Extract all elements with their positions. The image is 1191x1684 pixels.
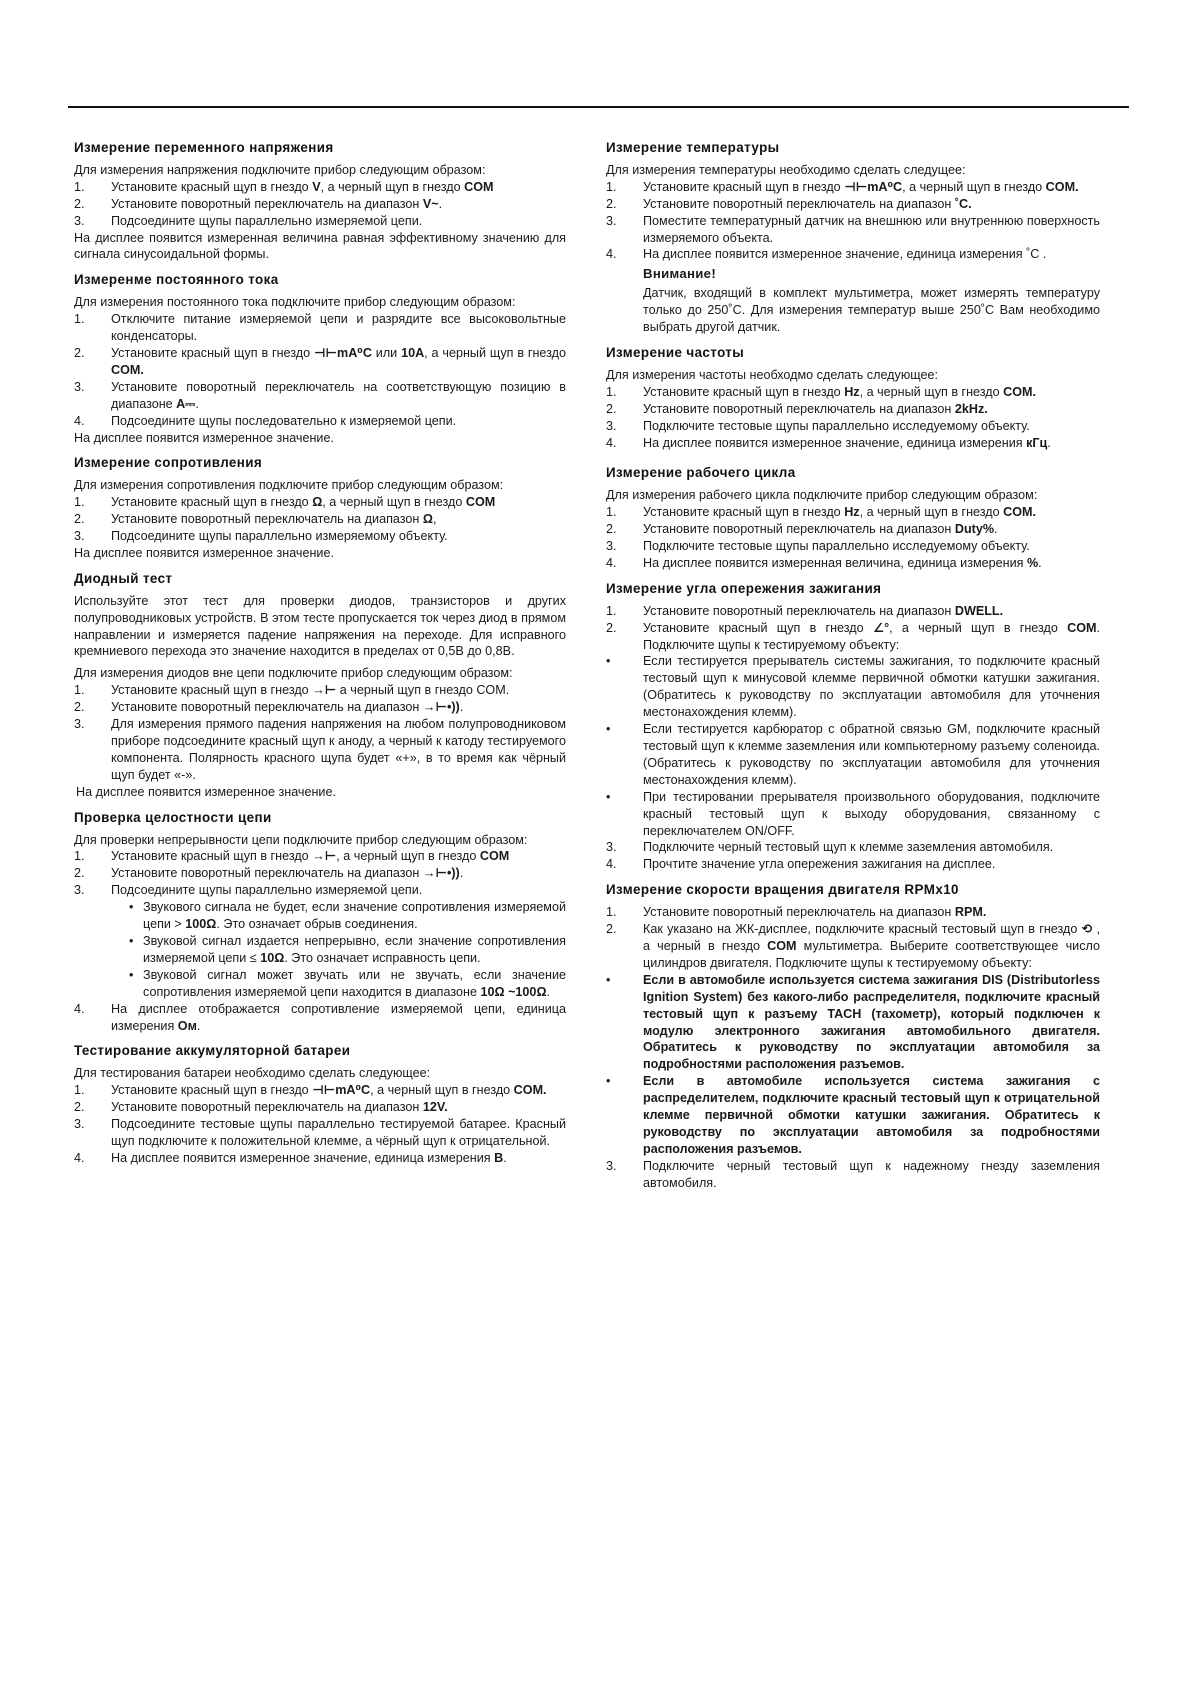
list-item: 4. На дисплее появится измеренное значение, единица измерения ˚C . [606, 247, 1047, 262]
list-item: 2. Установите поворотный переключатель на диапазон Duty%. [606, 522, 998, 537]
list-item: 3. Подсоедините щупы параллельно измеряемому объекту. [74, 529, 448, 544]
dc-amp-icon: A⎓ [176, 396, 196, 411]
section-intro: Для измерения напряжения подключите прибор следующим образом: [74, 162, 486, 177]
section-intro: Для измерения температуры необходимо сделать следущее: [606, 162, 966, 177]
list-item: 3. Подключите черный тестовый щуп к клемме заземления автомобиля. [606, 840, 1054, 855]
left-column [74, 140, 566, 1176]
steps-list [606, 839, 1100, 873]
list-item: 2. Как указано на ЖК-дисплее, подключите красный тестовый щуп в гнездо ⟲ , а черный в гнездо COM мультиметра. Выберите соответствующее число цилиндров двигателя. Подключите щупы к тестируемому объекту: [606, 922, 1100, 970]
section-resistance [74, 455, 566, 561]
section-title: Измерение рабочего цикла [606, 465, 796, 481]
section-title: Измерение угла опережения зажигания [606, 580, 882, 596]
list-item: 2. Установите поворотный переключатель на диапазон →⊢•)). [74, 700, 464, 715]
jack-ma-temp-icon: ⊣⊢mA⁰C [312, 1083, 371, 1098]
section-title: Измерение температуры [606, 140, 780, 155]
bullet-list [111, 899, 566, 1000]
bullet-item: • Если в автомобиле используется система зажигания DIS (Distributorless Ignition System) без какого-либо распределителя, подключите красный тестовый щуп к разъему TACH (тахометр), который подключен к модулю электронного зажигания автомобильного двигателя. Обратитесь к руководству по эксплуатации автомобиля за подробностями расположения разъемов. [606, 972, 1100, 1072]
steps-list [74, 1082, 566, 1167]
list-item: 2. Установите поворотный переключатель на диапазон →⊢•)). [74, 866, 464, 881]
steps-list [74, 311, 566, 429]
section-title: Измеренме постоянного тока [74, 272, 279, 288]
bullet-item: • Звуковой сигнал может звучать или не звучать, если значение сопротивления измеряемой цепи находится в диапазоне 10Ω ~100Ω. [129, 967, 566, 999]
section-battery [74, 1043, 566, 1166]
list-item: 3. Подсоедините щупы параллельно измеряемой цепи. [74, 883, 423, 898]
list-item: 2. Установите красный щуп в гнездо ⊣⊢mA⁰C или 10A, а черный щуп в гнездо COM. [74, 345, 567, 377]
section-continuity [74, 810, 566, 1035]
dwell-angle-icon: ∠° [872, 620, 890, 635]
jack-ma-temp-icon: ⊣⊢mA⁰C [313, 345, 372, 360]
section-outro: На дисплее появится измеренное значение. [74, 430, 334, 445]
list-item: 1. Установите красный щуп в гнездо Ω, а черный щуп в гнездо COM [74, 495, 496, 510]
list-item: 2. Установите поворотный переключатель на диапазон V~. [74, 196, 443, 211]
section-title: Измерение сопротивления [74, 455, 263, 471]
section-diode-test [74, 571, 566, 801]
list-item: 3. Установите поворотный переключатель на соответствующую позицию в диапазоне A⎓. [74, 379, 566, 411]
list-item: 3. Для измерения прямого падения напряжения на любом полупроводниковом приборе подсоедините красный щуп к аноду, а черный к катоду тестируемого компонента. Полярность красного щупа будет «+», в то время как чёрный щуп будет «-». [74, 717, 566, 782]
diode-icon: →⊢ [312, 849, 337, 864]
list-item: 1. Установите красный щуп в гнездо →⊢, а черный щуп в гнездо COM [74, 849, 510, 864]
steps-list [606, 1158, 1100, 1192]
warning-text: Датчик, входящий в комплект мультиметра, может измерять температуру только до 250˚C. Для измерения температур выше 250˚C Вам необходимо выбрать другой датчик. [643, 286, 1100, 335]
section-dc-current [74, 272, 566, 446]
list-item: 2. Установите поворотный переключатель на диапазон 12V. [74, 1100, 448, 1115]
list-item: 1. Установите красный щуп в гнездо Hz, а черный щуп в гнездо COM. [606, 384, 1037, 399]
section-title: Измерение скорости вращения двигателя RPMx10 [606, 882, 959, 898]
section-ac-voltage [74, 140, 566, 263]
list-item: 3. Подключите черный тестовый щуп к надежному гнезду заземления автомобиля. [606, 1158, 1100, 1190]
bullet-icon: • [606, 654, 611, 669]
section-paragraph: Для измерения диодов вне цепи подключите прибор следующим образом: [74, 666, 513, 681]
diode-icon: →⊢ [312, 683, 337, 698]
list-item: 3. Подключите тестовые щупы параллельно исследуемому объекту. [606, 418, 1030, 433]
bullet-icon: • [606, 789, 611, 804]
list-item: 1. Установите красный щуп в гнездо →⊢ а черный щуп в гнездо COM. [74, 683, 510, 698]
section-intro: Для тестирования батареи необходимо сделать следующее: [74, 1066, 431, 1081]
steps-list [74, 682, 566, 783]
list-item: 4. Прочтите значение угла опережения зажигания на дисплее. [606, 857, 996, 872]
steps-list [606, 384, 1100, 452]
list-item: 1. Установите красный щуп в гнездо ⊣⊢mA⁰C, а черный щуп в гнездо COM. [74, 1083, 547, 1098]
section-intro: Для проверки непрерывности цепи подключите прибор следующим образом: [74, 832, 528, 847]
list-item: 2. Установите красный щуп в гнездо ∠°, а черный щуп в гнездо COM. Подключите щупы к тестируемому объекту: [606, 620, 1100, 652]
bullet-icon: • [606, 1074, 611, 1089]
list-item: 2. Установите поворотный переключатель на диапазон Ω, [74, 512, 437, 527]
bullet-icon: • [606, 722, 611, 737]
steps-list [74, 848, 566, 899]
bullet-item: • Звуковой сигнал издается непрерывно, если значение сопротивления измеряемой цепи ≤ 10Ω. Это означает исправность цепи. [129, 933, 566, 965]
list-item: 4. На дисплее появится измеренное значение, единица измерения В. [74, 1150, 507, 1165]
list-item: 3. Подключите тестовые щупы параллельно исследуемому объекту. [606, 539, 1030, 554]
right-column [606, 140, 1100, 1201]
bullet-icon: • [129, 933, 134, 948]
bullet-item: • Если тестируется карбюратор с обратной связью GM, подключите красный тестовый щуп к клемме заземления или компьютерному разъему соленоида. (Обратитесь к руководству по эксплуатации автомобиля для уточнения местонахождения клемм). [606, 722, 1100, 787]
list-item: 2. Установите поворотный переключатель на диапазон 2kHz. [606, 401, 988, 416]
diode-buzzer-icon: →⊢•)) [422, 700, 460, 715]
steps-list [606, 504, 1100, 572]
bullet-icon: • [129, 900, 134, 915]
list-item: 1. Установите красный щуп в гнездо V, а черный щуп в гнездо COM [74, 179, 494, 194]
list-item: 3. Подсоедините щупы параллельно измеряемой цепи. [74, 213, 423, 228]
section-outro: На дисплее появится измеренное значение. [76, 784, 336, 799]
bullet-item: • При тестировании прерывателя произвольного оборудования, подключите красный тестовый щуп к выходу оборудования, связанному с переключателем ON/OFF. [606, 789, 1100, 838]
section-title: Измерение переменного напряжения [74, 140, 334, 155]
warning-note [643, 266, 1100, 336]
rpm-jack-icon: ⟲ [1081, 922, 1093, 937]
section-title: Проверка целостности цепи [74, 809, 272, 825]
list-item: 1. Установите красный щуп в гнездо ⊣⊢mA⁰C, а черный щуп в гнездо COM. [606, 179, 1079, 194]
warning-title: Внимание! [643, 266, 717, 282]
section-title: Измерение частоты [606, 344, 745, 360]
diode-buzzer-icon: →⊢•)) [422, 866, 460, 881]
bullet-item: • Если тестируется прерыватель системы зажигания, то подключите красный тестовый щуп к минусовой клемме первичной обмотки катушки зажигания. (Обратитесь к руководству по эксплуатации автомобиля для уточнения местонахождения клемм). [606, 654, 1100, 720]
section-intro: Для измерения постоянного тока подключите прибор следующим образом: [74, 295, 516, 310]
list-item: 4. На дисплее появится измеренное значение, единица измерения кГц. [606, 435, 1051, 450]
section-intro: Для измерения сопротивления подключите прибор следующим образом: [74, 478, 504, 493]
list-item: 4. На дисплее отображается сопротивление измеряемой цепи, единица измерения Ом. [74, 1001, 566, 1033]
list-item: 1. Установите красный щуп в гнездо Hz, а черный щуп в гнездо COM. [606, 505, 1037, 520]
list-item: 2. Установите поворотный переключатель на диапазон ˚C. [606, 196, 972, 211]
steps-list [74, 494, 566, 545]
list-item: 3. Подсоедините тестовые щупы параллельно тестируемой батарее. Красный щуп подключите к положительной клемме, а чёрный щуп к отрицательной. [74, 1117, 566, 1148]
section-outro: На дисплее появится измеренная величина равная эффективному значению для сигнала синусоидальной формы. [74, 230, 566, 262]
bullet-list [606, 653, 1100, 839]
section-paragraph: Используйте этот тест для проверки диодов, транзисторов и других полупроводниковых устройств. В этом тесте пропускается ток через диод в прямом направлении и измеряется падение напряжения на переходе. Для исправного кремниевого перехода это значение находится в пределах от 0,5В до 0,8В. [74, 593, 566, 659]
section-frequency [606, 345, 1100, 451]
steps-list [74, 1001, 566, 1035]
bullet-item: • Звукового сигнала не будет, если значение сопротивления измеряемой цепи > 100Ω. Это означает обрыв соединения. [129, 900, 566, 932]
list-item: 3. Поместите температурный датчик на внешнюю или внутреннюю поверхность измеряемого объекта. [606, 213, 1100, 245]
bullet-icon: • [606, 972, 611, 987]
list-item: 4. На дисплее появится измеренная величина, единица измерения %. [606, 555, 1042, 570]
list-item: 1. Установите поворотный переключатель на диапазон DWELL. [606, 603, 1004, 618]
section-dwell [606, 581, 1100, 873]
section-temperature [606, 140, 1100, 336]
header-rule [68, 106, 1129, 108]
jack-ma-temp-icon: ⊣⊢mA⁰C [844, 179, 903, 194]
section-outro: На дисплее появится измеренное значение. [74, 545, 334, 560]
steps-list [606, 603, 1100, 654]
list-item: 1. Отключите питание измеряемой цепи и разрядите все высоковольтные конденсаторы. [74, 312, 566, 344]
section-rpm [606, 882, 1100, 1191]
steps-list [606, 179, 1100, 264]
steps-list [74, 179, 566, 230]
bullet-item: • Если в автомобиле используется система зажигания с распределителем, подключите красный тестовый щуп к отрицательной клемме первичной обмотки катушки зажигания. Обратитесь к руководству по эксплуатации автомобиля за подробностями расположения разъемов. [606, 1074, 1100, 1156]
section-title: Диодный тест [74, 570, 173, 586]
section-intro: Для измерения рабочего цикла подключите прибор следующим образом: [606, 488, 1038, 503]
section-duty-cycle [606, 465, 1100, 571]
section-title: Тестирование аккумуляторной батареи [74, 1043, 351, 1059]
section-intro: Для измерения частоты необходмо сделать следующее: [606, 367, 938, 382]
steps-list [606, 904, 1100, 972]
bullet-icon: • [129, 967, 134, 982]
bullet-list [606, 972, 1100, 1158]
list-item: 4. Подсоедините щупы последовательно к измеряемой цепи. [74, 413, 457, 428]
list-item: 1. Установите поворотный переключатель на диапазон RPM. [606, 905, 987, 920]
